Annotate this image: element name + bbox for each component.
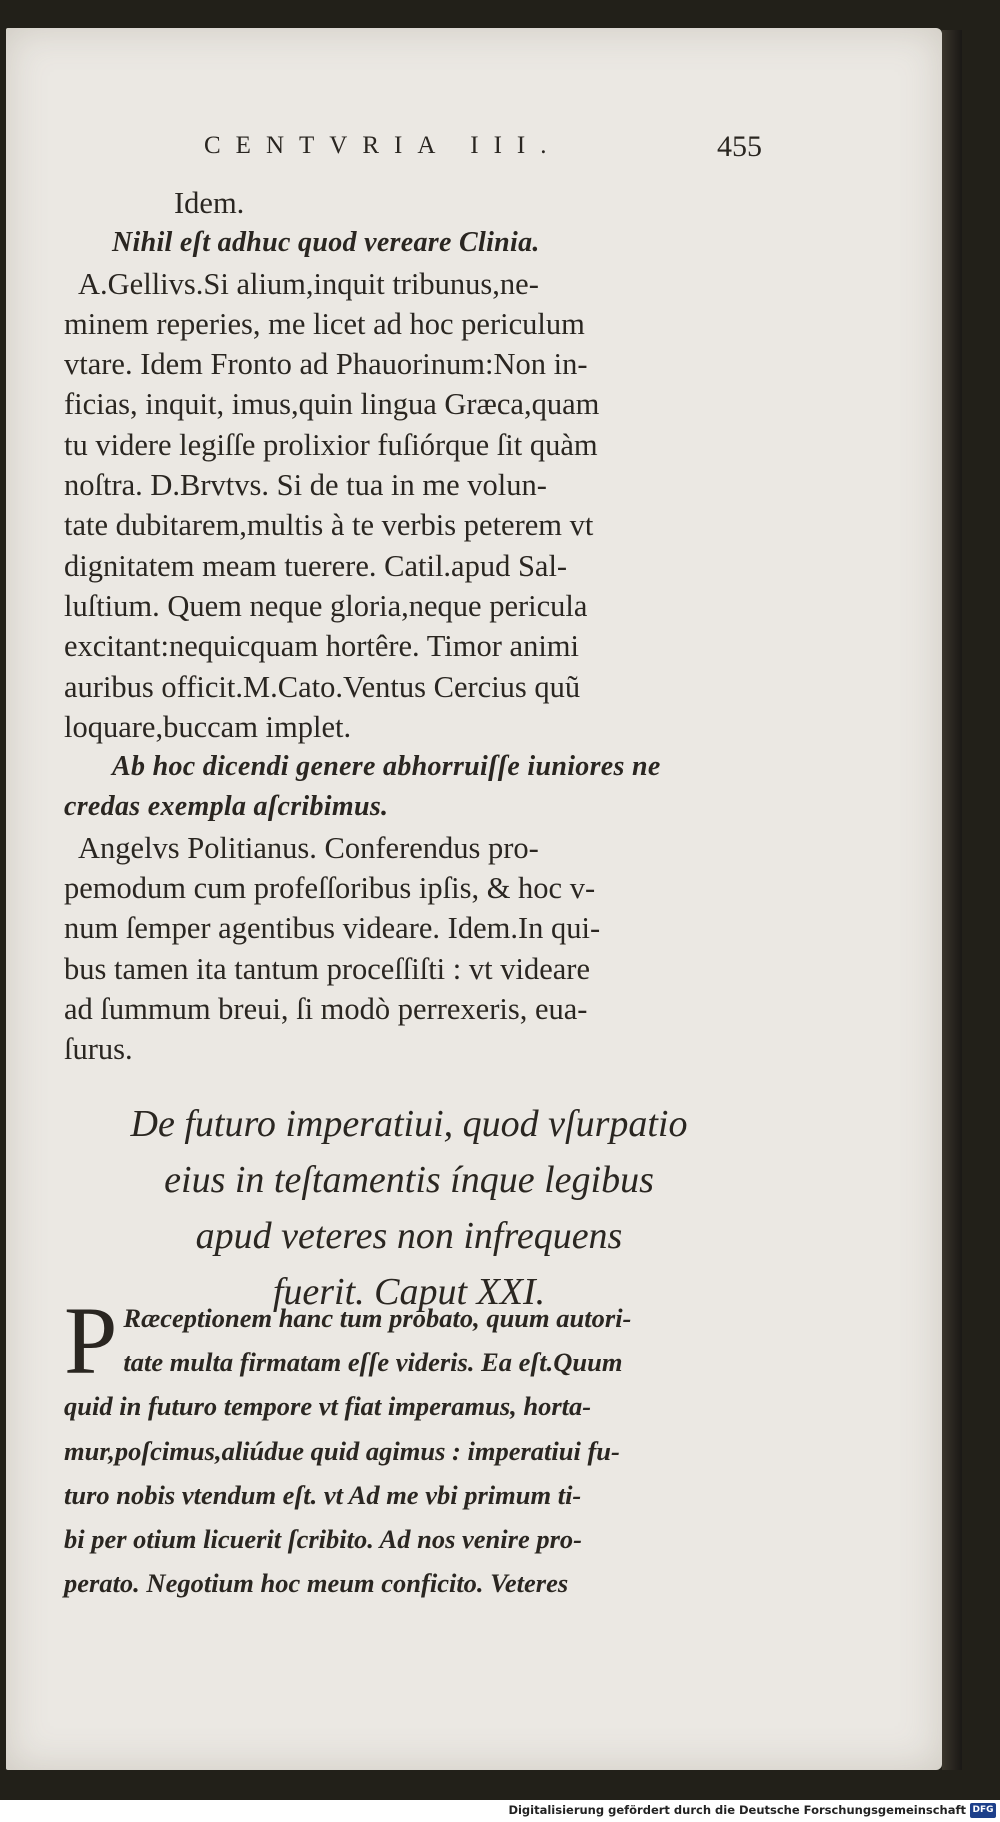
chapter-heading [64,1096,754,1320]
text-line: Ab hoc dicendi genere abhorruiſſe iuniores ne [112,751,661,783]
text-line: pemodum cum profeſſoribus ipſis, & hoc v- [64,871,596,906]
book-edge [942,30,962,1770]
text-line: ficias, inquit, imus,quin lingua Græca,quam [64,387,600,422]
footer-credit: Digitalisierung gefördert durch die Deutsche Forschungsgemeinschaft [508,1803,966,1817]
book-page [6,28,942,1770]
chapter-heading-line: fuerit. Caput XXI. [272,1271,546,1313]
text-line: num ſemper agentibus videare. Idem.In qui- [64,911,601,946]
text-line: tate dubitarem,multis à te verbis peterem vt [64,508,594,543]
text-line: bus tamen ita tantum proceſſiſti : vt videare [64,951,590,986]
text-line: vtare. Idem Fronto ad Phauorinum:Non in- [64,347,588,382]
text-line: Idem. [174,186,245,220]
body-text [64,183,754,1070]
chapter-text-line: bi per otium licuerit ſcribito. Ad nos venire pro- [64,1523,582,1554]
drop-cap: P [64,1287,118,1394]
text-line: dignitatem meam tuerere. Catil.apud Sal- [64,548,568,583]
chapter-text-line: Ræceptionem hanc tum probato, quum autori- [123,1303,632,1333]
chapter-text-line: quid in futuro tempore vt fiat imperamus, horta- [64,1391,592,1422]
text-line: loquare,buccam implet. [64,709,352,744]
running-head [64,130,762,172]
running-title: CENTVRIA III. [204,132,562,159]
text-line: A.Gellivs.Si alium,inquit tribunus,ne- [78,266,539,301]
page-number: 455 [717,130,762,163]
chapter-text-line: turo nobis vtendum eſt. vt Ad me vbi primum ti- [64,1479,582,1510]
footer-bar [0,1800,1000,1822]
text-line: noſtra. D.Brvtvs. Si de tua in me volun- [64,468,547,503]
text-line: ad ſummum breui, ſi modò perrexeris, eua- [64,991,588,1026]
text-line: tu videre legiſſe prolixior fuſiórque ſit quàm [64,427,598,462]
text-line: auribus officit.M.Cato.Ventus Cercius quũ [64,669,581,704]
chapter-text-line: perato. Negotium hoc meum conficito. Veteres [64,1568,569,1599]
text-line: credas exempla aſcribimus. [64,791,389,823]
chapter-text-line: tate multa firmatam eſſe videris. Ea eſt.Quum [123,1347,623,1378]
chapter-heading-line: apud veteres non infrequens [195,1215,623,1257]
chapter-text-line: mur,poſcimus,aliúdue quid agimus : imperatiui fu- [64,1435,620,1466]
chapter-heading-line: De futuro imperatiui, quod vſurpatio [130,1103,688,1145]
text-line: Angelvs Politianus. Conferendus pro- [78,830,539,865]
text-line: luſtium. Quem neque gloria,neque pericula [64,588,588,623]
text-line: Nihil eſt adhuc quod vereare Clinia. [112,227,540,259]
text-line: ſurus. [64,1032,133,1067]
text-line: excitant:nequicquam hortêre. Timor animi [64,629,580,664]
text-line: minem reperies, me licet ad hoc periculum [64,306,585,341]
dfg-logo: DFG [970,1803,996,1818]
chapter-heading-line: eius in teſtamentis ínque legibus [164,1159,654,1201]
